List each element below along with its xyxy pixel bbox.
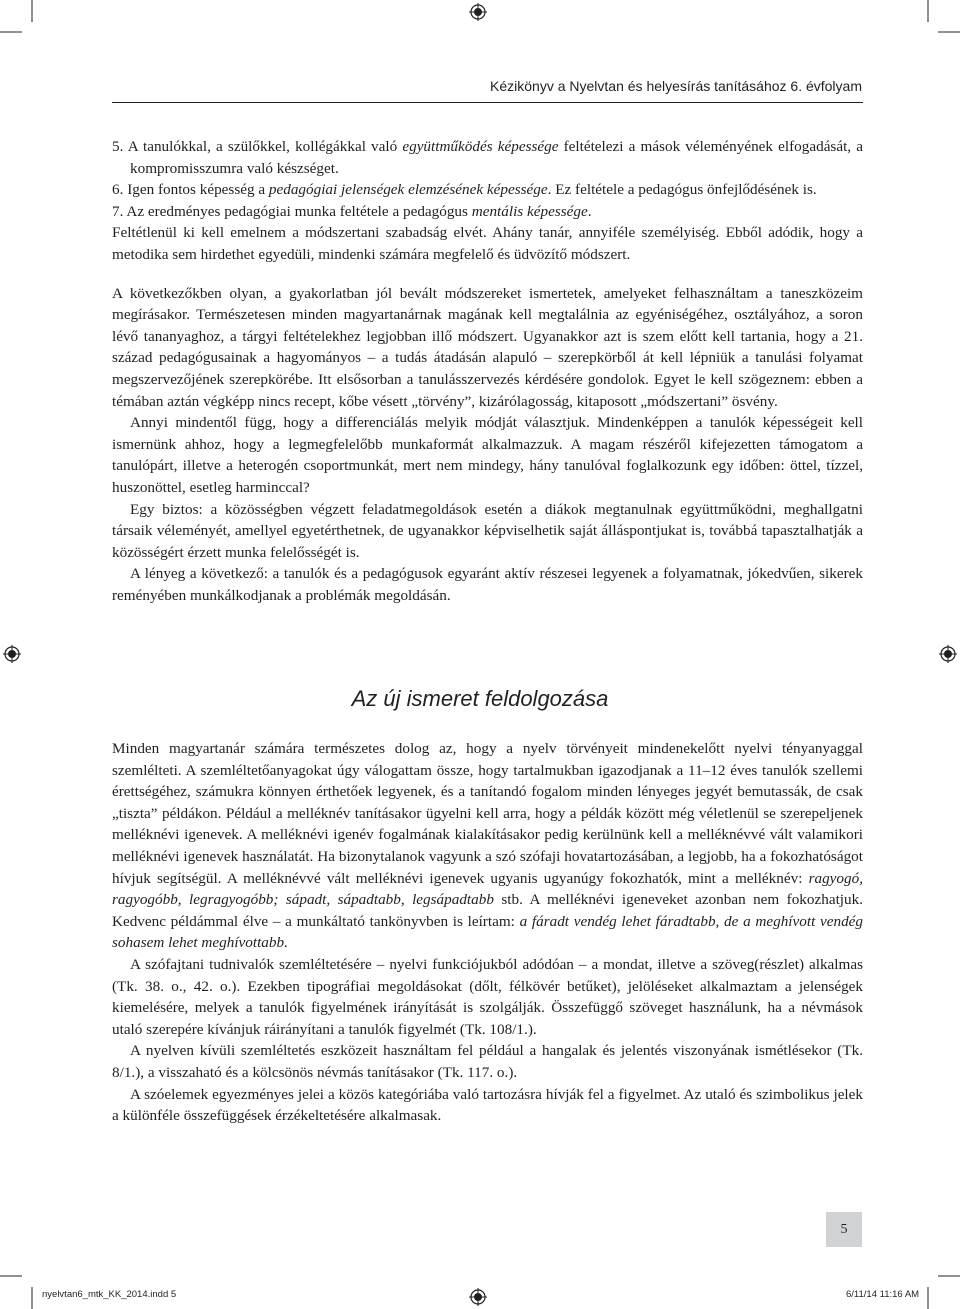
paragraph: Minden magyartanár számára természetes dolog az, hogy a nyelv törvényeit mindenekelőtt nyelvi tényanyaggal szemlélteti. A szemléltetőanyagokat úgy válogattam össze, hogy tartalmukban igazodjanak a 11–12 éves tanulók szellemi érettségéhez, számukra könnyen érthetőek legyenek, és a tanítandó fogalom minden lényeges jegyét bemutassák, de csak „tiszta” példákon. Például a melléknév tanításakor ügyelni kell arra, hogy a példák között még véletlenül se szerepeljenek melléknévi igenevek. A melléknévi igenév fogalmának kialakításakor pedig kerülnünk kell a melléknévvé vált valamikori melléknévi igenevek használatát. Ha bizonytalanok vagyunk a szó szófaji hovatartozásában, a legjobb, ha a fokozhatóságot hívjuk segítségül. A melléknévvé vált melléknévi igenevek ugyanis ugyanúgy fokozhatók, mint a melléknév: ragyogó, ragyogóbb, legragyogóbb; sápadt, sápadtabb, legsápadtabb stb. A melléknévi igeneveket azonban nem fokozhatjuk. Kedvenc példámmal élve – a munkáltató tankönyvben is leírtam: a fáradt vendég lehet fáradtabb, de a meghívott vendég sohasem lehet meghívottabb. xyxy=(112,740,863,952)
slug-filename: nyelvtan6_mtk_KK_2014.indd 5 xyxy=(42,1289,177,1300)
registration-mark-icon xyxy=(469,1288,487,1306)
registration-mark-icon xyxy=(469,3,487,21)
list-item: 6. Igen fontos képesség a pedagógiai jelenségek elemzésének képessége. Ez feltétele a pedagógus önfejlődésének is. xyxy=(112,181,817,199)
paragraph: A szóelemek egyezményes jelei a közös kategóriába való tartozásra hívják fel a figyelmet. Az utaló és szimbolikus jelek a különféle összefüggések érzékeltetésére alkalmasak. xyxy=(112,1085,863,1125)
paragraph: Egy biztos: a közösségben végzett feladatmegoldások esetén a diákok megtanulnak együttműködni, meghallgatni társaik véleményét, amellyel egyetérthetnek, de ugyanakkor képviselhetik saját álláspontjukat is, továbbá tapasztalhatják a közösségért érzett munka felelősségét is. xyxy=(112,500,863,561)
paragraph: Feltétlenül ki kell emelnem a módszertani szabadság elvét. Ahány tanár, annyiféle személyiség. Ebből adódik, hogy a metodika sem hirdethet egyedüli, mindenki számára megfelelő és üdvözítő módszert. xyxy=(112,224,863,263)
intro-block xyxy=(112,136,863,606)
list-item: 7. Az eredményes pedagógiai munka feltétele a pedagógus mentális képessége. xyxy=(112,202,592,220)
section-title: Az új ismeret feldolgozása xyxy=(351,686,609,711)
slug-timestamp: 6/11/14 11:16 AM xyxy=(846,1289,920,1300)
list-item: 5. A tanulókkal, a szülőkkel, kollégákkal való együttműködés képessége feltételezi a mások véleményének elfogadását, a kompromisszumra való készséget. xyxy=(112,138,863,177)
registration-mark-icon xyxy=(939,645,957,663)
running-header: Kézikönyv a Nyelvtan és helyesírás tanításához 6. évfolyam xyxy=(490,78,862,94)
paragraph: A lényeg a következő: a tanulók és a pedagógusok egyaránt aktív részesei legyenek a folyamatnak, jókedvűen, sikerek reményében munkálkodjanak a problémák megoldásán. xyxy=(112,565,863,604)
registration-mark-icon xyxy=(3,645,21,663)
section-body xyxy=(112,738,863,1127)
header-rule xyxy=(112,102,863,103)
paragraph: A szófajtani tudnivalók szemléltetésére – nyelvi funkciójukból adódóan – a mondat, illetve a szöveg(részlet) alkalmas (Tk. 38. o., 42. o.). Ezekben tipográfiai megoldásokat (dőlt, félkövér betűket), jelöléseket alkalmaztam a jelenségek kiemelésére, melyek a tanulók figyelmének irányítását is szolgálják. Összefüggő szöveget használunk, ha a névmások utaló szerepére kívánjuk ráirányítani a tanulók figyelmét (Tk. 108/1.). xyxy=(112,955,863,1038)
paragraph: A nyelven kívüli szemléltetés eszközeit használtam fel például a hangalak és jelentés viszonyának ismétlésekor (Tk. 8/1.), a visszaható és a kölcsönös névmás tanításakor (Tk. 117. o.). xyxy=(112,1042,863,1081)
paragraph: A következőkben olyan, a gyakorlatban jól bevált módszereket ismertetek, amelyeket felhasználtam a taneszközeim megírásakor. Természetesen minden magyartanárnak magának kell megtalálnia az egyéniségéhez, osztályához, a soron lévő tananyaghoz, a tárgyi feltételekhez legjobban illő módszert. Ugyanakkor azt is szem előtt kell tartania, hogy a 21. század pedagógusainak a hagyományos – a tudás átadásán alapuló – szerepkörből át kell lépniük a tanulási folyamat megszervezőjének szerepkörébe. Itt elsősorban a tanulásszervezés kérdésére gondolok. Egyet le kell szögeznem: ebben a témában aztán végképp nincs recept, kőbe vésett „törvény”, kizárólagosság, kitaposott „módszertani” ösvény. xyxy=(112,284,863,410)
page-number: 5 xyxy=(826,1212,862,1247)
paragraph: Annyi mindentől függ, hogy a differenciálás melyik módját választjuk. Mindenképpen a tanulók képességeit kell ismernünk ahhoz, hogy a legmegfelelőbb munkaformát alkalmazzuk. A magam részéről kifejezetten támogatom a tanulópárt, illetve a heterogén csoportmunkát, mert nem mindegy, hány tanulóval foglalkozunk egy időben: öttel, tízzel, huszonöttel, esetleg harminccal? xyxy=(112,414,863,496)
